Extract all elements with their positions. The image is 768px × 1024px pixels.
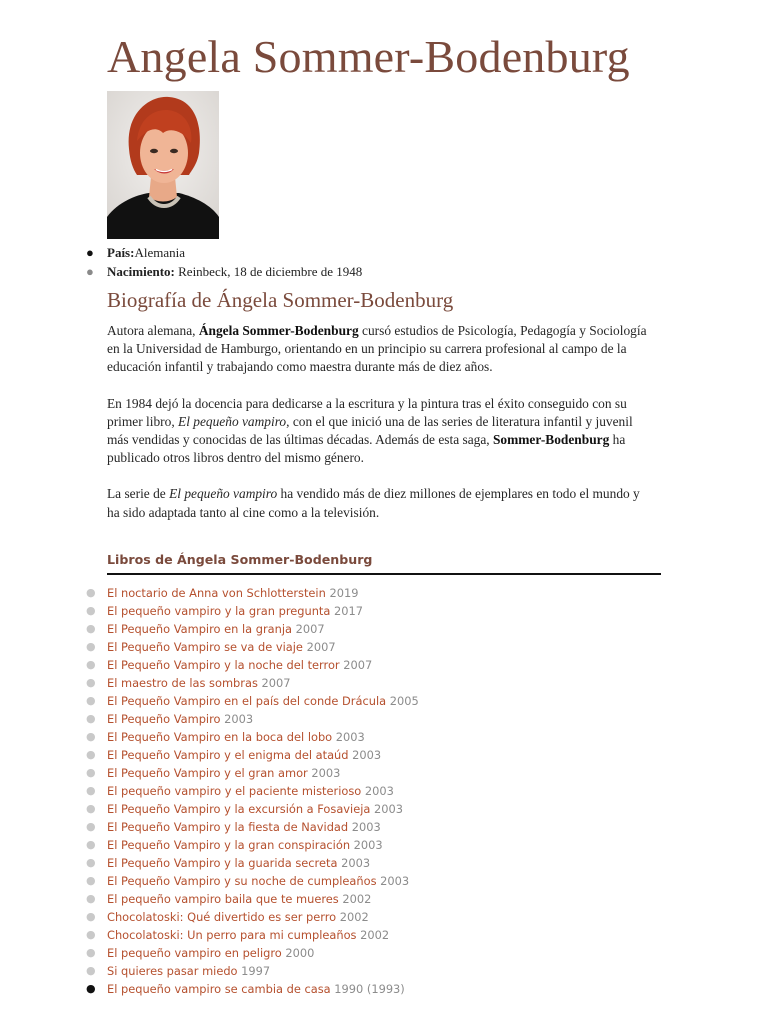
book-title-link[interactable]: El Pequeño Vampiro en la granja	[107, 622, 292, 636]
text-run: cursó estudios de Psicología, Pedagogía y Sociología en la Universidad de Hamburgo, orientando en un principio su carrera profesional al campo de la educación infantil y trabajando como maestra durante más de diez años.	[107, 323, 647, 375]
fact-birth	[86, 262, 667, 281]
book-year: 2003	[380, 874, 410, 888]
bullet-icon: ●	[86, 892, 96, 905]
bullet-icon: ●	[86, 245, 94, 260]
bullet-icon: ●	[86, 946, 96, 959]
book-list-item	[86, 818, 667, 836]
book-year: 2005	[389, 694, 419, 708]
book-title-link[interactable]: El Pequeño Vampiro en el país del conde Drácula	[107, 694, 387, 708]
book-title-link[interactable]: El pequeño vampiro en peligro	[107, 946, 282, 960]
book-list-item	[86, 872, 667, 890]
book-list-item	[86, 980, 667, 998]
biography-paragraph	[107, 322, 655, 377]
book-list-item	[86, 800, 667, 818]
book-list-item	[86, 962, 667, 980]
bullet-icon: ●	[86, 982, 96, 995]
fact-birth-label: Nacimiento:	[107, 264, 175, 279]
bullet-icon: ●	[86, 838, 96, 851]
bullet-icon: ●	[86, 856, 96, 869]
bullet-icon: ●	[86, 928, 96, 941]
bullet-icon: ●	[86, 802, 96, 815]
book-title-link[interactable]: El Pequeño Vampiro y el enigma del ataúd	[107, 748, 349, 762]
fact-country	[86, 243, 667, 262]
book-year: 1997	[241, 964, 271, 978]
bullet-icon: ●	[86, 658, 96, 671]
book-title-italic: El pequeño vampiro	[178, 413, 287, 429]
author-portrait	[107, 91, 219, 239]
book-list-item	[86, 908, 667, 926]
book-title-link[interactable]: Si quieres pasar miedo	[107, 964, 238, 978]
biography-text	[107, 322, 655, 540]
text-run: ha vendido más de diez millones de ejemplares en todo el mundo y ha sido adaptada tanto al cine como a la televisión.	[107, 486, 640, 520]
bullet-icon: ●	[86, 874, 96, 887]
book-title-link[interactable]: El Pequeño Vampiro y la gran conspiración	[107, 838, 351, 852]
biography-paragraph	[107, 485, 655, 521]
bullet-icon: ●	[86, 586, 96, 599]
author-photo-image	[107, 91, 219, 239]
book-year: 2002	[342, 892, 372, 906]
book-year: 2007	[261, 676, 291, 690]
fact-country-label: País:	[107, 245, 135, 260]
book-title-link[interactable]: El pequeño vampiro baila que te mueres	[107, 892, 339, 906]
book-list	[86, 584, 667, 998]
fact-birth-value: Reinbeck, 18 de diciembre de 1948	[174, 264, 363, 279]
book-list-item	[86, 710, 667, 728]
book-year: 2002	[339, 910, 369, 924]
biography-heading: Biografía de Ángela Sommer-Bodenburg	[107, 288, 454, 312]
biography-paragraph	[107, 395, 655, 468]
author-facts	[86, 243, 667, 281]
bullet-icon: ●	[86, 622, 96, 635]
bullet-icon: ●	[86, 712, 96, 725]
book-year: 2003	[353, 838, 383, 852]
book-title-link[interactable]: El Pequeño Vampiro y la noche del terror	[107, 658, 340, 672]
book-title-link[interactable]: El maestro de las sombras	[107, 676, 258, 690]
book-title-link[interactable]: El Pequeño Vampiro se va de viaje	[107, 640, 303, 654]
book-list-item	[86, 584, 667, 602]
book-list-item	[86, 656, 667, 674]
book-title-link[interactable]: El Pequeño Vampiro y la fiesta de Navidad	[107, 820, 349, 834]
book-list-item	[86, 854, 667, 872]
book-list-item	[86, 926, 667, 944]
book-list-item	[86, 944, 667, 962]
bullet-icon: ●	[86, 820, 96, 833]
book-year: 2003	[352, 748, 382, 762]
book-list-item	[86, 638, 667, 656]
book-year: 2000	[285, 946, 315, 960]
book-year: 2003	[364, 784, 394, 798]
bullet-icon: ●	[86, 694, 96, 707]
fact-country-value: Alemania	[134, 245, 185, 260]
book-title-link[interactable]: El Pequeño Vampiro	[107, 712, 221, 726]
book-list-item	[86, 692, 667, 710]
book-year: 1990 (1993)	[334, 982, 405, 996]
text-run: , con el que inició una de las series de literatura infantil y juvenil más vendidas y conocidas de las últimas décadas. Además de esta saga,	[107, 413, 633, 448]
bullet-icon: ●	[86, 766, 96, 779]
book-list-item	[86, 836, 667, 854]
book-title-link[interactable]: El Pequeño Vampiro y la guarida secreta	[107, 856, 338, 870]
bullet-icon: ●	[86, 264, 94, 279]
bullet-icon: ●	[86, 640, 96, 653]
text-run: ha publicado otros libros dentro del mismo género.	[107, 432, 626, 466]
bullet-icon: ●	[86, 748, 96, 761]
book-title-link[interactable]: El Pequeño Vampiro y la excursión a Fosavieja	[107, 802, 371, 816]
text-run: En 1984 dejó la docencia para dedicarse a la escritura y la pintura tras el éxito conseguido con su primer libro,	[107, 395, 627, 429]
book-year: 2007	[343, 658, 373, 672]
book-year: 2003	[351, 820, 381, 834]
book-list-item	[86, 728, 667, 746]
book-list-item	[86, 620, 667, 638]
book-year: 2003	[311, 766, 341, 780]
bullet-icon: ●	[86, 604, 96, 617]
book-year: 2003	[224, 712, 254, 726]
book-list-item	[86, 674, 667, 692]
book-title-link[interactable]: El Pequeño Vampiro y su noche de cumpleaños	[107, 874, 377, 888]
author-name: Ángela Sommer-Bodenburg	[198, 323, 359, 338]
book-title-italic: El pequeño vampiro	[169, 486, 278, 502]
bullet-icon: ●	[86, 784, 96, 797]
book-year: 2007	[306, 640, 336, 654]
bullet-icon: ●	[86, 730, 96, 743]
book-list-item	[86, 782, 667, 800]
book-year: 2003	[373, 802, 403, 816]
book-title-link[interactable]: El Pequeño Vampiro y el gran amor	[107, 766, 308, 780]
book-list-item	[86, 890, 667, 908]
book-year: 2003	[335, 730, 365, 744]
book-list-item	[86, 602, 667, 620]
book-year: 2003	[341, 856, 371, 870]
book-list-item	[86, 746, 667, 764]
book-title-link[interactable]: Chocolatoski: Qué divertido es ser perro	[107, 910, 337, 924]
book-year: 2002	[360, 928, 390, 942]
bullet-icon: ●	[86, 676, 96, 689]
book-title-link[interactable]: El pequeño vampiro y el paciente misterioso	[107, 784, 362, 798]
book-title-link[interactable]: El pequeño vampiro se cambia de casa	[107, 982, 331, 996]
book-title-link[interactable]: El Pequeño Vampiro en la boca del lobo	[107, 730, 333, 744]
book-year: 2007	[295, 622, 325, 636]
book-year: 2019	[329, 586, 359, 600]
book-title-link[interactable]: Chocolatoski: Un perro para mi cumpleaños	[107, 928, 357, 942]
book-list-item	[86, 764, 667, 782]
book-year: 2017	[334, 604, 363, 618]
bullet-icon: ●	[86, 964, 96, 977]
page-title: Angela Sommer-Bodenburg	[107, 31, 630, 82]
books-heading: Libros de Ángela Sommer-Bodenburg	[107, 552, 661, 575]
book-title-link[interactable]: El pequeño vampiro y la gran pregunta	[107, 604, 331, 618]
text-run: La serie de	[107, 486, 170, 502]
bullet-icon: ●	[86, 910, 96, 923]
text-run: Autora alemana,	[107, 323, 199, 338]
author-name: Sommer-Bodenburg	[492, 432, 610, 448]
book-title-link[interactable]: El noctario de Anna von Schlotterstein	[107, 586, 326, 600]
